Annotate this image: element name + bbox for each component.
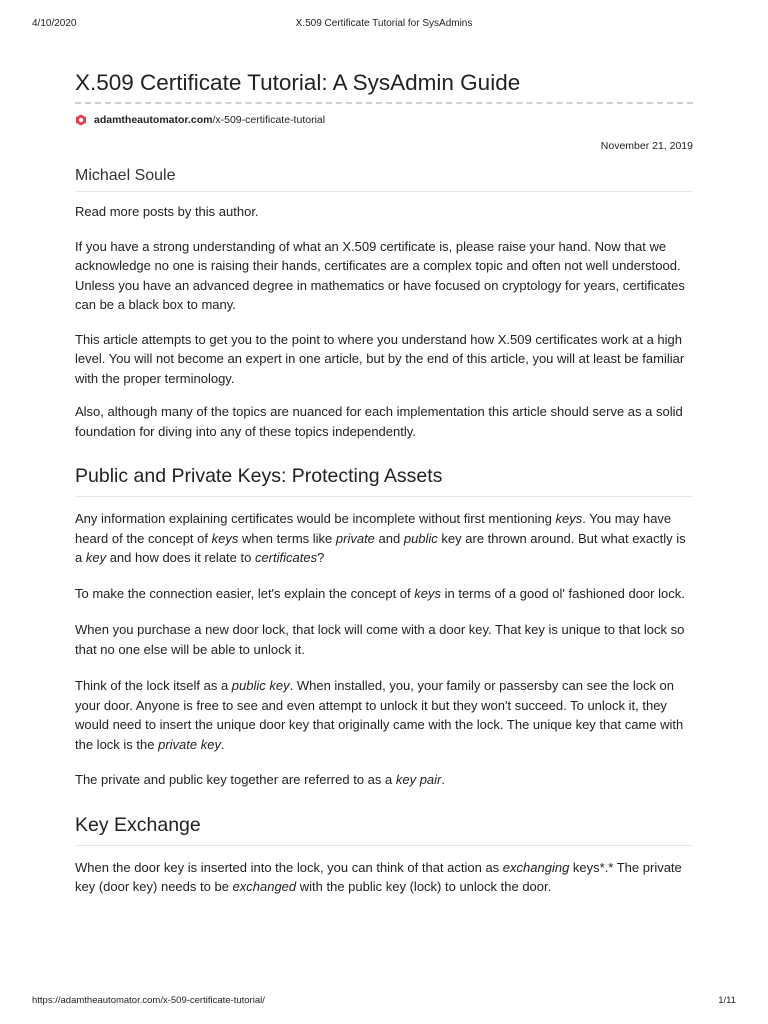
source-link[interactable] — [94, 114, 325, 126]
print-header — [32, 18, 736, 32]
intro-paragraph-2: This article attempts to get you to the point to where you understand how X.509 certificates work at a high level. You will not become an expert in one article, but by the end of this article, you will at least be familiar with the proper terminology. — [75, 331, 685, 386]
keys-paragraph-4: Think of the lock itself as a public key. When installed, you, your family or passersby can see the lock on your door. Anyone is free to see and even attempt to unlock it but they won't succeed. To unlock it, they would need to insert the unique door key that originally came with the lock. The unique key that came with the lock is the private key. — [75, 678, 684, 752]
read-more-text: Read more posts by this author. — [75, 204, 259, 219]
article — [75, 66, 693, 897]
print-date: 4/10/2020 — [32, 18, 77, 29]
section-heading-key-exchange: Key Exchange — [75, 814, 693, 846]
article-title: X.509 Certificate Tutorial: A SysAdmin Guide — [75, 66, 693, 104]
hexagon-logo-icon — [75, 114, 87, 126]
keys-paragraph-5: The private and public key together are referred to as a key pair. — [75, 772, 446, 787]
section-heading-public-private-keys: Public and Private Keys: Protecting Assets — [75, 465, 693, 497]
intro-paragraph-1: If you have a strong understanding of what an X.509 certificate is, please raise your hand. Now that we acknowledge no one is raising their hands, certificates are a complex topic and often not well understood. Unless you have an advanced degree in mathematics or have focused on cryptology for years, certificates can be a black box to many. — [75, 238, 685, 312]
key-exchange-paragraph-1: When the door key is inserted into the lock, you can think of that action as exchanging keys*.* The private key (door key) needs to be exchanged with the public key (lock) to unlock the door. — [75, 859, 682, 894]
author-name[interactable]: Michael Soule — [75, 167, 693, 192]
page-number: 1/11 — [718, 995, 736, 1006]
intro-paragraph-3: Also, although many of the topics are nuanced for each implementation this article should serve as a solid foundation for diving into any of these topics independently. — [75, 404, 683, 439]
keys-paragraph-2: To make the connection easier, let's explain the concept of keys in terms of a good ol' fashioned door lock. — [75, 585, 685, 601]
keys-paragraph-3: When you purchase a new door lock, that lock will come with a door key. That key is unique to that lock so that no one else will be able to unlock it. — [75, 622, 685, 657]
source-path: /x-509-certificate-tutorial — [212, 114, 326, 126]
publish-date: November 21, 2019 — [600, 140, 693, 152]
print-footer — [32, 995, 736, 1009]
source-line — [75, 112, 693, 128]
print-url: https://adamtheautomator.com/x-509-certificate-tutorial/ — [32, 995, 265, 1006]
keys-paragraph-1: Any information explaining certificates would be incomplete without first mentioning keys. You may have heard of the concept of keys when terms like private and public key are thrown around. But what exactly is a key and how does it relate to certificates? — [75, 511, 686, 565]
print-document-title: X.509 Certificate Tutorial for SysAdmins — [295, 18, 473, 29]
source-domain: adamtheautomator.com — [94, 114, 213, 126]
